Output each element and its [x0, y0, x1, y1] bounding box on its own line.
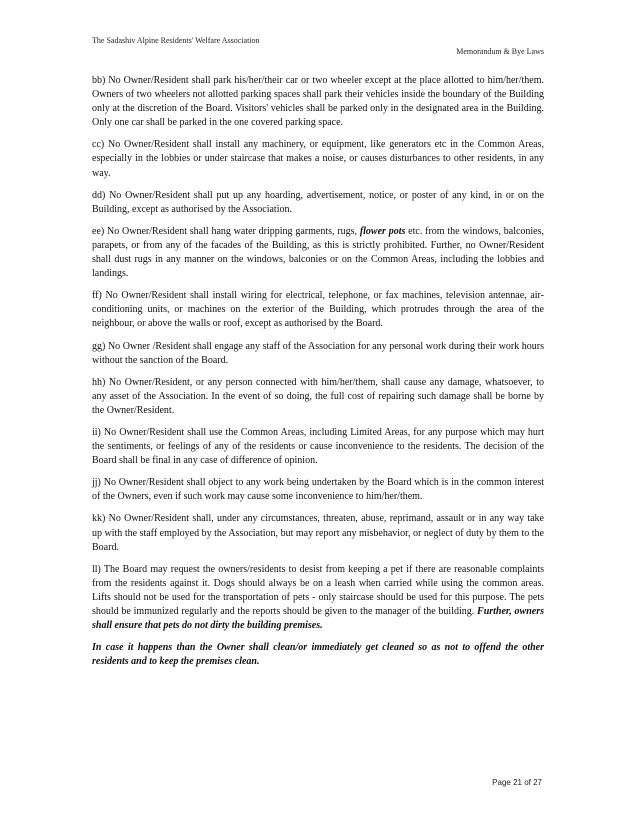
clause-gg: gg) No Owner /Resident shall engage any staff of the Association for any personal work during their work hours without the sanction of the Board. — [92, 340, 544, 366]
header-association-name: The Sadashiv Alpine Residents' Welfare Association — [92, 36, 260, 45]
clause-cc: cc) No Owner/Resident shall install any machinery, or equipment, like generators etc in the Common Areas, especially in the lobbies or under staircase that makes a noise, or causes disturbances to other residents, in any way. — [92, 139, 544, 179]
clause-ee-text-end: etc. from the windows, balconies, parapets, or from any of the facades of the Building, as this is strictly prohibited. Further, no Owner/Resident shall dust rugs in any manner on the windows, balconies or on the Common Areas, including the lobbies and landings. — [92, 225, 545, 280]
clause-ii: ii) No Owner/Resident shall use the Common Areas, including Limited Areas, for any purpose which may hurt the sentiments, or feelings of any of the residents or cause inconvenience to the residents. The decision of the Board shall be final in any case of difference of opinion. — [92, 426, 544, 467]
page-number: Page 21 of 27 — [492, 778, 542, 787]
closing-statement: In case it happens than the Owner shall clean/or immediately get cleaned so as not to offend the other residents and to keep the premises clean. — [92, 642, 544, 668]
clause-ee — [92, 225, 544, 281]
clause-ll-emphasis: Further, owners shall ensure that pets do not dirty the building premises. — [92, 606, 544, 632]
clause-bb: bb) No Owner/Resident shall park his/her/their car or two wheeler except at the place allotted to him/her/them. Owners of two wheelers not allotted parking spaces shall park their vehicles inside the boundary of the Building only at the discretion of the Board. Visitors' vehicles shall be parked only in the designated area in the Building. Only one car shall be parked in the one covered parking space. — [92, 75, 544, 129]
clause-kk: kk) No Owner/Resident shall, under any circumstances, threaten, abuse, reprimand, assault or in any way take up with the staff employed by the Association, but may report any misbehavior, or neglect of duty by them to the Board. — [92, 513, 544, 553]
header-document-title: Memorandum & Bye Laws — [456, 47, 544, 56]
clause-dd: dd) No Owner/Resident shall put up any hoarding, advertisement, notice, or poster of any kind, in or on the Building, except as authorised by the Association. — [92, 189, 544, 215]
clause-ll-text: ll) The Board may request the owners/residents to desist from keeping a pet if there are reasonable complaints from the residents against it. Dogs should always be on a leash when carried while using the common areas. Lifts should not be used for the transportation of pets - only staircase should be used for this purpose. The pets should be immunized regularly and the reports should be given to the manager of the building. — [92, 563, 544, 617]
clause-ll — [92, 563, 544, 633]
clause-ee-text-start: ee) No Owner/Resident shall hang water dripping garments, rugs, — [92, 225, 360, 237]
clause-ff: ff) No Owner/Resident shall install wiring for electrical, telephone, or fax machines, television antennae, air-conditioning units, or machines on the exterior of the Building, which protrudes through the area of the neighbour, or above the walls or roof, except as authorised by the Board. — [92, 290, 544, 330]
clause-jj: jj) No Owner/Resident shall object to any work being undertaken by the Board which is in the common interest of the Owners, even if such work may cause some inconvenience to him/her/them. — [92, 477, 544, 503]
clause-ee-emphasis: flower pots — [359, 225, 406, 237]
document-body — [92, 74, 544, 677]
clause-hh: hh) No Owner/Resident, or any person connected with him/her/them, shall cause any damage, whatsoever, to any asset of the Association. In the event of so doing, the full cost of repairing such damage shall be borne by the Owner/Resident. — [92, 376, 544, 416]
